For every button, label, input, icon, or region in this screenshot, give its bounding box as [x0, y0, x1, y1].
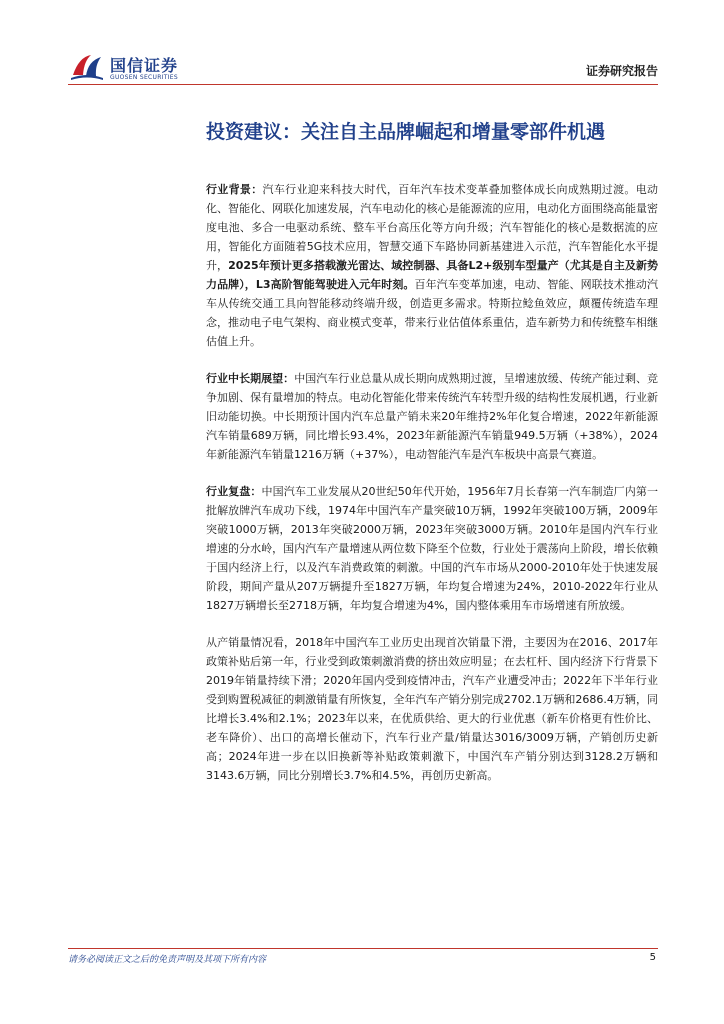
paragraph-long-term-outlook: [206, 369, 658, 464]
section-title: 投资建议：关注自主品牌崛起和增量零部件机遇: [206, 121, 606, 143]
brand-name-en: GUOSEN SECURITIES: [110, 74, 179, 81]
brand-name-cn: 国信证券: [110, 56, 179, 75]
page-number: 5: [649, 952, 656, 963]
guosen-logo-icon: [70, 52, 104, 82]
paragraph-text: 中国汽车工业发展从20世纪50年代开始，1956年7月长春第一汽车制造厂内第一批解放牌汽车成功下线，1974年中国汽车产量突破10万辆，1992年突破100万辆，2009年突破1000万辆，2013年突破2000万辆，2023年突破3000万辆。2010年是国内汽车行业增速的分水岭，国内汽车产量增速从两位数下降至个位数，行业处于震荡向上阶段，增长依赖于国内经济上行，以及汽车消费政策的刺激。中国的汽车市场从2000-2010年处于快速发展阶段，期间产量从207万辆提升至1827万辆，年均复合增速为24%，2010-2022年行业从1827万辆增长至2718万辆，年均复合增速为4%，国内整体乘用车市场增速有所放缓。: [206, 485, 658, 612]
paragraph-text: 汽车行业迎来科技大时代，百年汽车技术变革叠加整体成长向成熟期过渡。电动化、智能化、网联化加速发展，汽车电动化的核心是能源流的应用，电动化方面围绕高能量密度电池、多合一电驱动系统、整车平台高压化等方向升级；汽车智能化的核心是数据流的应用，智能化方面随着5G技术应用，智慧交通下车路协同新基建进入示范，汽车智能化水平提升，: [206, 183, 659, 272]
header-divider: [68, 84, 658, 85]
paragraph-text: 百年汽车变革加速，电动、智能、网联技术推动汽车从传统交通工具向智能移动终端升级，创造更多需求。特斯拉鲶鱼效应，颠覆传统造车理念，推动电子电气架构、商业模式变革，带来行业估值体系重估，造车新势力和传统整车相继估值上升。: [206, 278, 658, 348]
paragraph-lead: 行业复盘：: [206, 485, 262, 498]
disclaimer-text: 请务必阅读正文之后的免责声明及其项下所有内容: [68, 955, 267, 965]
paragraph-production-sales: [206, 633, 658, 785]
paragraph-lead: 行业中长期展望：: [206, 372, 295, 385]
page-header: [68, 48, 658, 88]
report-type-label: 证券研究报告: [585, 64, 658, 78]
paragraph-text: 中国汽车行业总量从成长期向成熟期过渡，呈增速放缓、传统产能过剩、竞争加剧、保有量增加的特点。电动化智能化带来传统汽车转型升级的结构性发展机遇，行业新旧动能切换。中长期预计国内汽车总量产销未来20年维持2%年化复合增速，2022年新能源汽车销量689万辆，同比增长93.4%，2023年新能源汽车销量949.5万辆（+38%），2024年新能源汽车销量1216万辆（+37%），电动智能汽车是汽车板块中高景气赛道。: [206, 372, 659, 461]
footer-divider: [68, 948, 658, 949]
paragraph-industry-background: [206, 180, 658, 351]
body-content: [206, 180, 658, 803]
paragraph-highlight: 2025年预计更多搭载激光雷达、域控制器、具备L2+级别车型量产（尤其是自主及新势力品牌），L3高阶智能驾驶进入元年时刻。: [206, 259, 659, 291]
paragraph-lead: 行业背景：: [206, 183, 263, 196]
paragraph-text: 从产销量情况看，2018年中国汽车工业历史出现首次销量下滑，主要因为在2016、2017年政策补贴后第一年，行业受到政策刺激消费的挤出效应明显；在去杠杆、国内经济下行背景下2019年销量持续下滑；2020年国内受到疫情冲击，汽车产业遭受冲击；2022年下半年行业受到购置税减征的刺激销量有所恢复，全年汽车产销分别完成2702.1万辆和2686.4万辆，同比增长3.4%和2.1%；2023年以来，在优质供给、更大的行业优惠（新车价格更有性价比、老车降价）、出口的高增长催动下，汽车行业产量/销量达3016/3009万辆，产销创历史新高；2024年进一步在以旧换新等补贴政策刺激下，中国汽车产销分别达到3128.2万辆和3143.6万辆，同比分别增长3.7%和4.5%，再创历史新高。: [206, 636, 658, 782]
paragraph-industry-review: [206, 482, 658, 615]
